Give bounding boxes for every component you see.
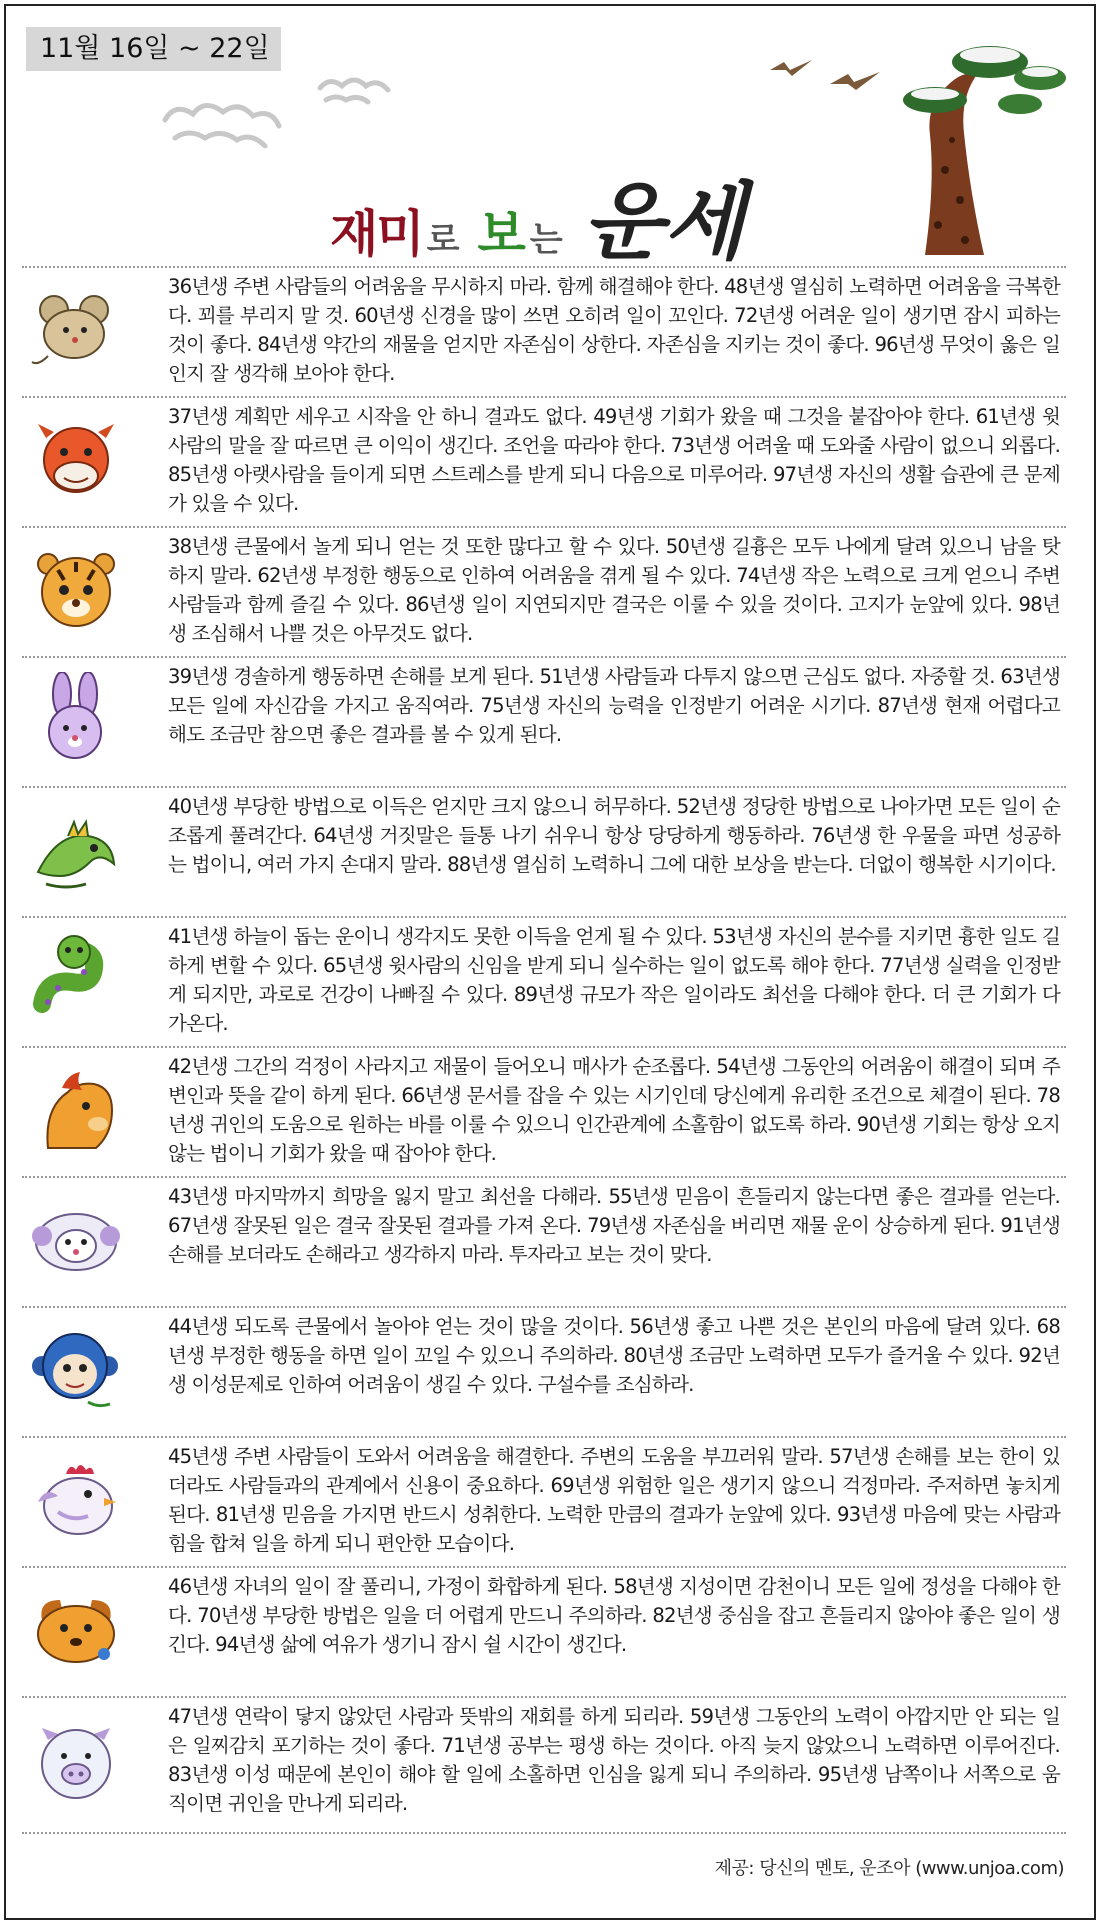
- title-part-ro: 로: [426, 220, 460, 260]
- tiger-icon: [28, 542, 124, 638]
- fortune-text: 37년생 계획만 세우고 시작을 안 하니 결과도 없다. 49년생 기회가 왔을 때 그것을 붙잡아야 한다. 61년생 윗사람의 말을 잘 따르면 큰 이익이 생긴다. 조언을 따라야 한다. 73년생 어려울 때 도와줄 사람이 없으니 외롭다. 85년생 아랫사람을 들이게 되면 스트레스를 받게 되니 다음으로 미루어라. 97년생 자신의 생활 습관에 큰 문제가 있을 수 있다.: [168, 405, 1060, 515]
- pine-tree-icon: [903, 46, 1066, 255]
- horse-icon: [28, 1062, 124, 1158]
- snake-icon: [28, 932, 124, 1028]
- fortune-text: 47년생 연락이 닿지 않았던 사람과 뜻밖의 재회를 하게 되리라. 59년생 그동안의 노력이 아깝지만 안 되는 일은 일찌감치 포기하는 것이 좋다. 71년생 공부는 평생 하는 것이다. 아직 늦지 않았으니 노력하면 이루어진다. 83년생 이성 때문에 본인이 해야 할 일에 소홀하면 인심을 잃게 되니 주의하라. 95년생 남쪽이나 서쪽으로 움직이면 귀인을 만나게 되리라.: [168, 1705, 1060, 1815]
- fortune-text: 36년생 주변 사람들의 어려움을 무시하지 마라. 함께 해결해야 한다. 48년생 열심히 노력하면 어려움을 극복한다. 꾀를 부리지 말 것. 60년생 신경을 많이 쓰면 오히려 일이 꼬인다. 72년생 어려운 일이 생기면 잠시 피하는 것이 좋다. 84년생 약간의 재물을 얻지만 자존심이 상한다. 자존심을 지키는 것이 좋다. 96년생 무엇이 옳은 일인지 잘 생각해 보아야 한다.: [168, 275, 1060, 385]
- title-part-unse: 운세: [582, 172, 745, 271]
- fortune-text: 43년생 마지막까지 희망을 잃지 말고 최선을 다해라. 55년생 믿음이 흔들리지 않는다면 좋은 결과를 얻는다. 67년생 잘못된 일은 결국 잘못된 결과를 가져 온다. 79년생 자존심을 버리면 재물 운이 상승하게 된다. 91년생 손해를 보더라도 손해라고 생각하지 마라. 투자라고 보는 것이 맞다.: [168, 1185, 1060, 1266]
- fortune-text: 40년생 부당한 방법으로 이득은 얻지만 크지 않으니 허무하다. 52년생 정당한 방법으로 나아가면 모든 일이 순조롭게 풀려간다. 64년생 거짓말은 들통 나기 쉬우니 항상 당당하게 행동하라. 76년생 한 우물을 파면 성공하는 법이니, 여러 가지 손대지 말라. 88년생 열심히 노력하니 그에 대한 보상을 받는다. 더없이 행복한 시기이다.: [168, 795, 1060, 876]
- title-part-neun: 는: [529, 220, 563, 260]
- rooster-icon: [28, 1452, 124, 1548]
- fortune-text: 39년생 경솔하게 행동하면 손해를 보게 된다. 51년생 사람들과 다투지 않으면 근심도 없다. 자중할 것. 63년생 모든 일에 자신감을 가지고 움직여라. 75년생 자신의 능력을 인정받기 어려운 시기다. 87년생 현재 어렵다고 해도 조금만 참으면 좋은 결과를 볼 수 있게 된다.: [168, 665, 1060, 746]
- rat-icon: [28, 282, 124, 378]
- cloud-icon: [165, 80, 388, 146]
- title-part-bo: 보: [477, 205, 526, 263]
- sheep-icon: [28, 1192, 124, 1288]
- fortune-text: 44년생 되도록 큰물에서 놀아야 얻는 것이 많을 것이다. 56년생 좋고 나쁜 것은 본인의 마음에 달려 있다. 68년생 부정한 행동을 하면 일이 꼬일 수 있으니 주의하라. 80년생 조금만 노력하면 모두가 즐거울 수 있다. 92년생 이성문제로 인하여 어려움이 생길 수 있다. 구설수를 조심하라.: [168, 1315, 1060, 1396]
- fortune-entry-monkey: [22, 1306, 1066, 1436]
- fortune-text: 38년생 큰물에서 놀게 되니 얻는 것 또한 많다고 할 수 있다. 50년생 길흉은 모두 나에게 달려 있으니 남을 탓하지 말라. 62년생 부정한 행동으로 인하여 어려움을 겪게 될 수 있다. 74년생 작은 노력으로 크게 얻으니 주변 사람들과 함께 즐길 수 있다. 86년생 일이 지연되지만 결국은 이룰 수 있을 것이다. 고지가 눈앞에 있다. 98년생 조심해서 나쁠 것은 아무것도 없다.: [168, 535, 1060, 645]
- fortune-entry-dog: [22, 1566, 1066, 1696]
- dragon-icon: [28, 802, 124, 898]
- fortune-entry-horse: [22, 1046, 1066, 1176]
- fortune-entry-dragon: [22, 786, 1066, 916]
- fortune-text: 45년생 주변 사람들이 도와서 어려움을 해결한다. 주변의 도움을 부끄러워 말라. 57년생 손해를 보는 한이 있더라도 사람들과의 관계에서 신용이 중요하다. 69년생 위험한 일은 생기지 않으니 걱정마라. 주저하면 놓치게 된다. 81년생 믿음을 가지면 반드시 성취한다. 노력한 만큼의 결과가 눈앞에 있다. 93년생 마음에 맞는 사람과 힘을 합쳐 일을 하게 되니 편안한 모습이다.: [168, 1445, 1060, 1555]
- ox-icon: [28, 412, 124, 508]
- fortune-entry-snake: [22, 916, 1066, 1046]
- dog-icon: [28, 1582, 124, 1678]
- fortune-text: 41년생 하늘이 돕는 운이니 생각지도 못한 이득을 얻게 될 수 있다. 53년생 자신의 분수를 지키면 흉한 일도 길하게 변할 수 있다. 65년생 윗사람의 신임을 받게 되니 실수하는 일이 없도록 해야 한다. 77년생 실력을 인정받게 되지만, 과로로 건강이 나빠질 수 있다. 89년생 규모가 작은 일이라도 최선을 다해야 한다. 더 큰 기회가 다가온다.: [168, 925, 1060, 1035]
- rabbit-icon: [28, 672, 124, 768]
- fortune-entry-rat: [22, 266, 1066, 396]
- fortune-entry-rabbit: [22, 656, 1066, 786]
- fortune-entry-ox: [22, 396, 1066, 526]
- fortune-entry-pig: [22, 1696, 1066, 1830]
- fortune-list: [22, 266, 1066, 1830]
- monkey-icon: [28, 1322, 124, 1418]
- fortune-text: 42년생 그간의 걱정이 사라지고 재물이 들어오니 매사가 순조롭다. 54년생 그동안의 어려움이 해결이 되며 주변인과 뜻을 같이 하게 된다. 66년생 문서를 잡을 수 있는 시기인데 당신에게 유리한 조건으로 체결이 된다. 78년생 귀인의 도움으로 원하는 바를 이룰 수 있으니 인간관계에 소홀함이 없도록 하라. 90년생 기회는 항상 오지 않는 법이니 기회가 왔을 때 잡아야 한다.: [168, 1055, 1060, 1165]
- date-range-badge: 11월 16일 ~ 22일: [26, 27, 281, 71]
- source-credit: 제공: 당신의 멘토, 운조아 (www.unjoa.com): [714, 1858, 1064, 1879]
- bottom-divider: [22, 1832, 1066, 1834]
- fortune-text: 46년생 자녀의 일이 잘 풀리니, 가정이 화합하게 된다. 58년생 지성이면 감천이니 모든 일에 정성을 다해야 한다. 70년생 부당한 방법은 일을 더 어렵게 만드니 주의하라. 82년생 중심을 잡고 흔들리지 않아야 좋은 일이 생긴다. 94년생 삶에 여유가 생기니 잠시 쉴 시간이 생긴다.: [168, 1575, 1060, 1656]
- fortune-entry-rooster: [22, 1436, 1066, 1566]
- fortune-entry-tiger: [22, 526, 1066, 656]
- birds-icon: [770, 60, 880, 90]
- page-title: [330, 155, 745, 271]
- fortune-entry-sheep: [22, 1176, 1066, 1306]
- title-part-jaemi: 재미: [330, 205, 423, 263]
- pig-icon: [28, 1714, 124, 1810]
